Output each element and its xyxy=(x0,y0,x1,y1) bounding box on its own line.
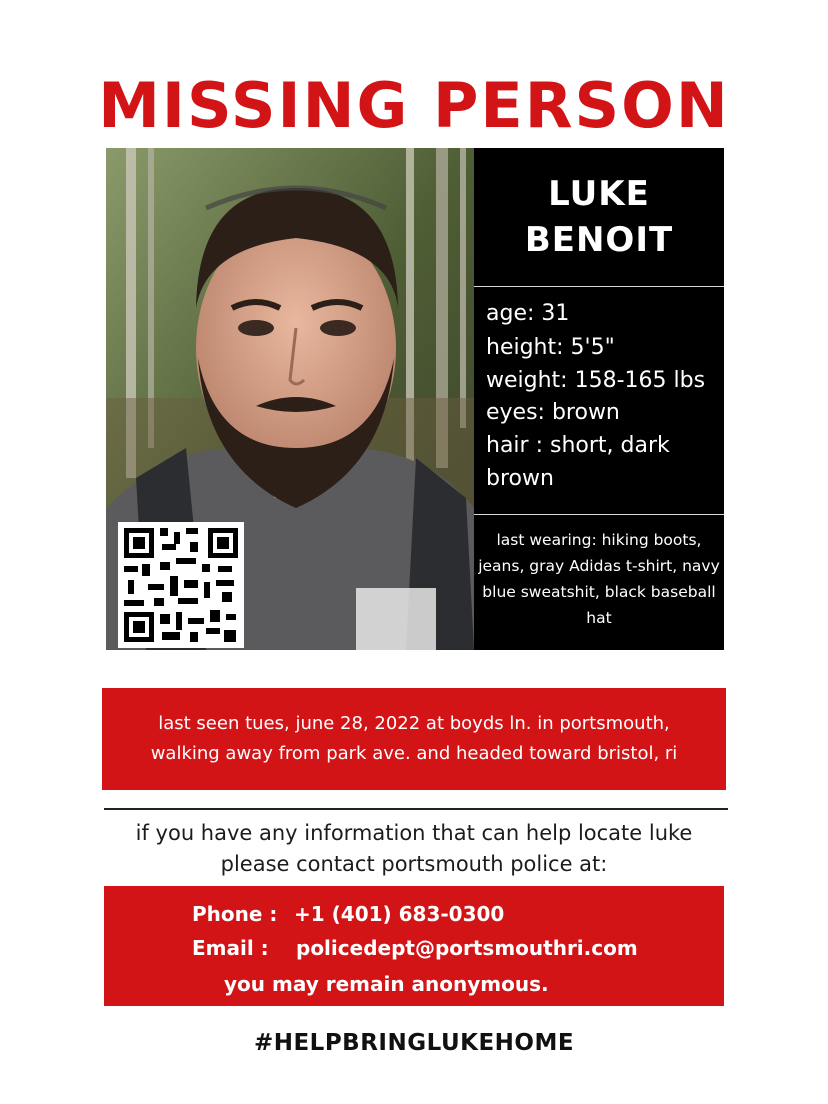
last-seen-line-1: last seen tues, june 28, 2022 at boyds ln. in portsmouth, xyxy=(158,713,670,734)
poster-title: MISSING PERSON xyxy=(98,69,730,142)
hashtag: #HELPBRINGLUKEHOME xyxy=(253,1030,575,1056)
last-seen-line-2: walking away from park ave. and headed toward bristol, ri xyxy=(150,743,678,764)
physical-description xyxy=(474,287,724,515)
email-label: Email : xyxy=(192,936,269,960)
phone-label: Phone : xyxy=(192,902,278,926)
last-seen-box xyxy=(102,688,726,790)
contact-line-1: if you have any information that can help locate luke xyxy=(135,821,693,845)
first-name: LUKE xyxy=(548,174,650,214)
eyes-text: eyes: brown xyxy=(486,400,620,425)
contact-line-2: please contact portsmouth police at: xyxy=(220,852,608,876)
last-name: BENOIT xyxy=(524,220,674,260)
person-name xyxy=(474,148,724,287)
contact-box xyxy=(104,886,724,1006)
qr-code-icon[interactable] xyxy=(118,522,244,648)
details-panel xyxy=(474,148,724,650)
person-photo xyxy=(106,148,474,650)
age-text: age: 31 xyxy=(486,301,570,326)
hair-text: hair : short, dark brown xyxy=(486,433,670,491)
anonymous-note: you may remain anonymous. xyxy=(224,972,549,996)
divider xyxy=(104,808,728,810)
email-address[interactable]: policedept@portsmouthri.com xyxy=(296,936,638,960)
last-wearing-text: last wearing: hiking boots, jeans, gray Adidas t-shirt, navy blue sweatshit, black baseball hat xyxy=(478,531,720,627)
phone-number[interactable]: +1 (401) 683-0300 xyxy=(294,902,505,926)
height-text: height: 5'5" xyxy=(486,335,615,360)
weight-text: weight: 158-165 lbs xyxy=(486,368,706,393)
contact-instructions xyxy=(0,818,828,880)
